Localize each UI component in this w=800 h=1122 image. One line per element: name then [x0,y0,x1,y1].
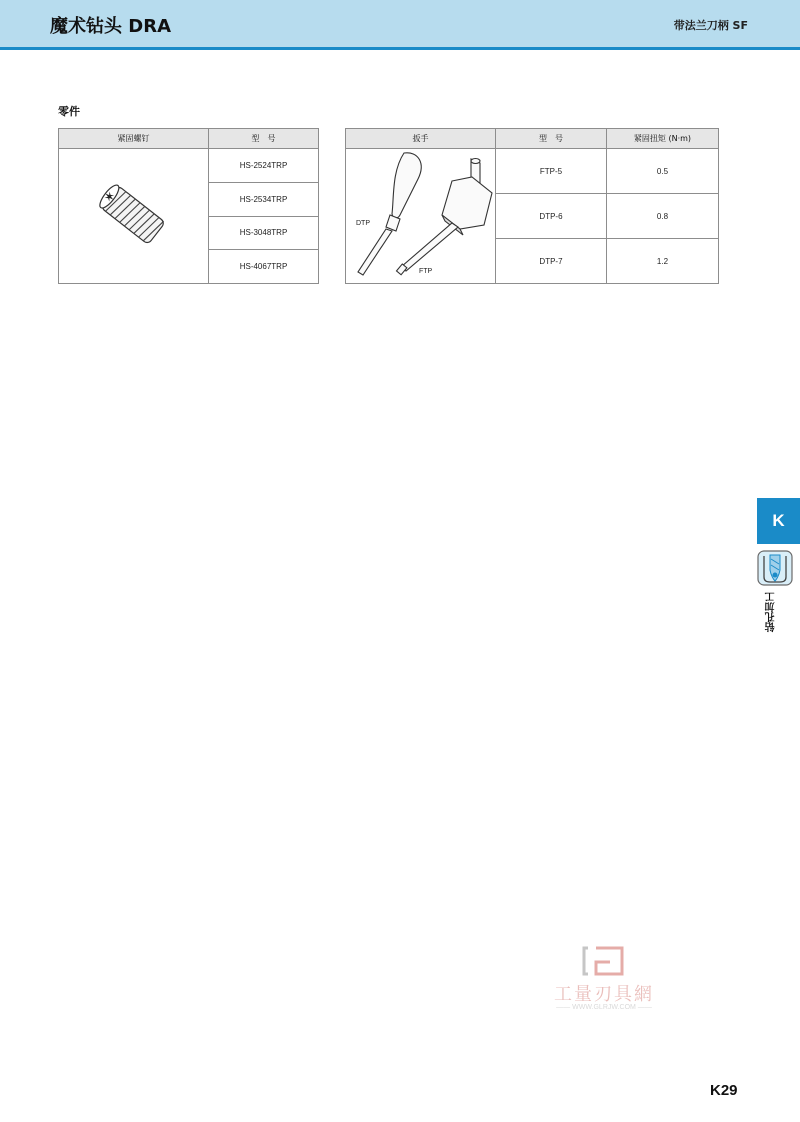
screw-image-cell [59,149,209,284]
wrench-header-torque: 紧固扭矩 (N·m) [606,129,718,149]
wrench-model-cell: DTP-7 [496,239,607,284]
set-screw-icon [59,149,208,281]
wrench-image-cell [346,149,496,284]
section-title: 零件 [58,105,80,118]
screw-model-cell: HS-4067TRP [209,250,319,284]
wrench-torque-cell: 0.5 [606,149,718,194]
screw-model-cell: HS-3048TRP [209,216,319,250]
screw-model-cell: HS-2534TRP [209,182,319,216]
wrench-header-name: 扳手 [346,129,496,149]
watermark-url: —— WWW.GLRJW.COM —— [556,1004,652,1011]
wrench-torque-cell: 1.2 [606,239,718,284]
wrench-header-model: 型 号 [496,129,607,149]
chapter-tab-k[interactable]: K [757,498,800,544]
dtp-label: DTP [356,220,370,227]
watermark [538,944,670,1016]
wrench-torque-cell: 0.8 [606,194,718,239]
wrench-illustration [346,149,495,281]
chapter-label: 钻孔加工 [766,592,777,632]
page-number: K29 [710,1082,738,1099]
screw-header-name: 紧固螺钉 [59,129,209,149]
drill-icon [757,550,793,586]
ftp-label: FTP [419,268,433,275]
watermark-text: 工量刃具網 [554,984,654,1005]
screw-table [58,128,319,284]
page-header [0,0,800,50]
page-subtitle: 带法兰刀柄 SF [673,19,748,32]
wrench-model-cell: FTP-5 [496,149,607,194]
page-title: 魔术钻头 DRA [50,16,171,37]
watermark-logo-icon [538,944,670,978]
dtp-screwdriver-icon [358,153,421,275]
screw-model-cell: HS-2524TRP [209,149,319,183]
wrench-model-cell: DTP-6 [496,194,607,239]
screw-header-model: 型 号 [209,129,319,149]
wrench-table [345,128,719,284]
